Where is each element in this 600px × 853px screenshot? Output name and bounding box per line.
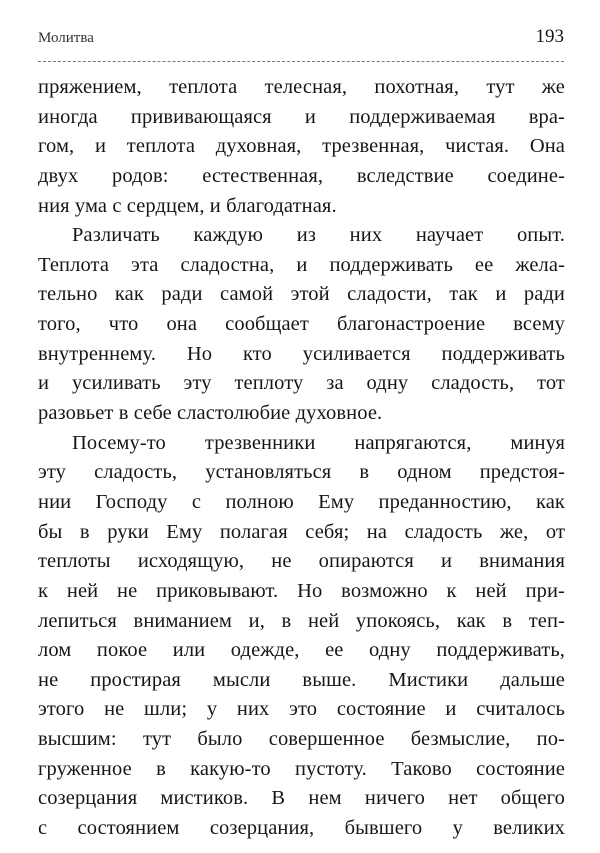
text-line: разовьет в себе сластолюбие духовное.: [38, 402, 383, 425]
text-line: нии Господу с полною Ему преданностию, как: [38, 490, 565, 513]
text-line: груженное в какую-то пустоту. Таково состояние: [38, 757, 565, 780]
text-line: высшим: тут было совершенное безмыслие, по-: [38, 728, 565, 751]
text-line: иногда прививающаяся и поддерживаемая вра-: [38, 105, 565, 128]
text-line: лом покое или одежде, ее одну поддерживать,: [38, 639, 565, 662]
page-body-text: [38, 73, 565, 844]
text-line: гом, и теплота духовная, трезвенная, чистая. Она: [38, 135, 565, 158]
text-line: этого не шли; у них это состояние и считалось: [38, 698, 565, 721]
text-line: созерцания мистиков. В нем ничего нет общего: [38, 787, 565, 810]
text-line: двух родов: естественная, вследствие соедине-: [38, 164, 565, 187]
running-title: Молитва: [38, 30, 94, 46]
running-header: [38, 26, 564, 60]
text-line: Теплота эта сладостна, и поддерживать ее жела-: [38, 253, 565, 276]
text-line: с состоянием созерцания, бывшего у великих: [38, 817, 565, 840]
text-line: лепиться вниманием и, в ней упокоясь, как в теп-: [38, 609, 565, 632]
text-line: эту сладость, установляться в одном предстоя-: [38, 461, 565, 484]
text-line: тельно как ради самой этой сладости, так и ради: [38, 283, 565, 306]
text-line: и усиливать эту теплоту за одну сладость, тот: [38, 372, 565, 395]
header-divider: [38, 61, 564, 62]
page-number: 193: [535, 26, 564, 47]
text-line: теплоты исходящую, не опираются и внимания: [38, 550, 565, 573]
text-line: не простирая мысли выше. Мистики дальше: [38, 668, 565, 691]
text-line: к ней не приковывают. Но возможно к ней при-: [38, 579, 565, 602]
text-line: того, что она сообщает благонастроение всему: [38, 313, 565, 336]
text-line: бы в руки Ему полагая себя; на сладость же, от: [38, 520, 565, 543]
text-line: пряжением, теплота телесная, похотная, тут же: [38, 76, 565, 98]
paragraph-first-line: Посему-то трезвенники напрягаются, минуя: [72, 431, 565, 454]
paragraph-first-line: Различать каждую из них научает опыт.: [72, 224, 565, 247]
text-line: внутреннему. Но кто усиливается поддерживать: [38, 342, 565, 365]
text-line: ния ума с сердцем, и благодатная.: [38, 194, 337, 217]
